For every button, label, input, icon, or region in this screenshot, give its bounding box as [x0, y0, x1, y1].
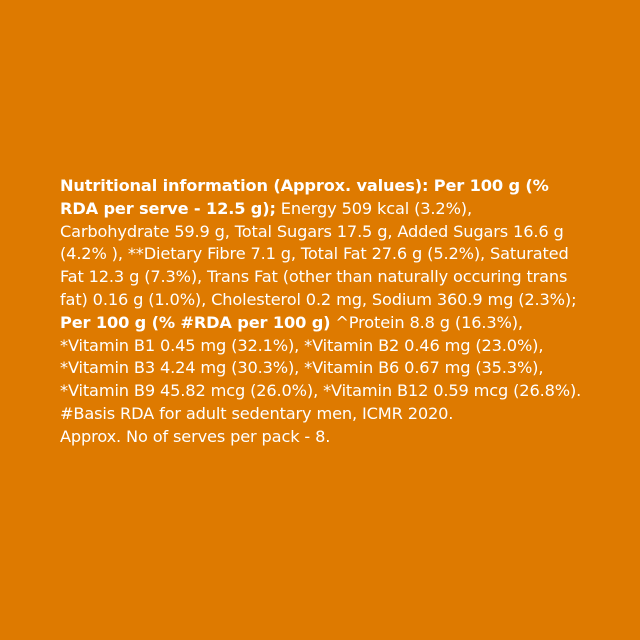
serves-per-pack-note: Approx. No of serves per pack - 8.	[60, 426, 331, 446]
micronutrient-values: ^Protein 8.8 g (16.3%), *Vitamin B1 0.45 mg (32.1%), *Vitamin B2 0.46 mg (23.0%), *Vitamin B3 4.24 mg (30.3%), *Vitamin B6 0.67 mg (35.3%), *Vitamin B9 45.82 mcg (26.0%), *Vitamin B12 0.59 mcg (26.8%).	[60, 312, 582, 401]
micronutrient-header: Per 100 g (% #RDA per 100 g)	[60, 312, 331, 332]
nutrition-header: Nutritional information (Approx. values): Per 100 g (% RDA per serve - 12.5 g);	[60, 176, 549, 218]
nutrition-info-panel	[60, 175, 585, 449]
nutrition-values: Energy 509 kcal (3.2%), Carbohydrate 59.9 g, Total Sugars 17.5 g, Added Sugars 16.6 g (4.2% ), **Dietary Fibre 7.1 g, Total Fat 27.6 g (5.2%), Saturated Fat 12.3 g (7.3%), Trans Fat (other than naturally occuring trans fat) 0.16 g (1.0%), Cholesterol 0.2 mg, Sodium 360.9 mg (2.3%);	[60, 198, 577, 309]
rda-basis-note: #Basis RDA for adult sedentary men, ICMR 2020.	[60, 403, 454, 423]
nutrition-paragraph	[60, 175, 585, 403]
